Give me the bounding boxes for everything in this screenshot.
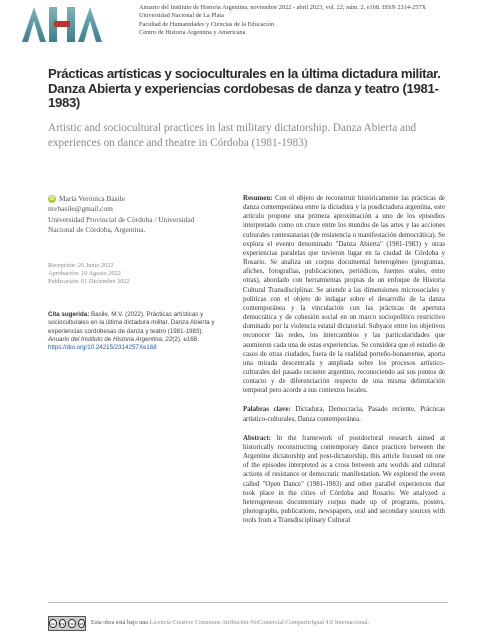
journal-citation-line: Anuario del Instituto de Historia Argentina, noviembre 2022 - abril 2023, vol. 22, núm. 2, e168. ISSN 2314-257X (139, 4, 427, 11)
abstract-en-label: Abstract: (243, 434, 271, 442)
nc-icon: nc (69, 621, 74, 626)
citation-journal: Anuario del Instituto de Historia Argentina (48, 335, 162, 343)
keywords-es (243, 405, 445, 423)
license-link[interactable]: Licencia Creative Commons Atribución-NoComercial-CompartirIgual 4.0 Internacional. (149, 619, 370, 626)
article-title-en: Artistic and sociocultural practices in last military dictatorship. Danza Abierta and experiences on dance and theatre in Córdoba (1981-1983) (48, 122, 417, 149)
abstract-es (243, 194, 445, 395)
abstract-en-text: In the framework of postdoctoral research aimed at historically reconstructing contemporary dance practices between the Argentine dictatorship and post-dictatorship, this article focused on one of the episodes interpreted as a cross between arts worlds and cultural actions of resistance or democratic manifestation. We explored the event called "Open Dance" (1981-1983) and other parallel experiences that took place in the cities of Córdoba and Rosario. We analyzed a heterogeneous documentary corpus made up of programs, posters, photographs, publications, newspapers, oral and secondary sources with tools from a Transdisciplinary Cultural (243, 434, 445, 525)
journal-logo (20, 5, 106, 43)
citation-label: Cita sugerida: (48, 311, 90, 318)
article-title-es: Prácticas artísticas y socioculturales en la última dictadura militar. Danza Abierta y experiencias cordobesas de danza y teatro (1981-1983) (48, 66, 441, 110)
abstracts-column (243, 194, 445, 525)
citation-volume: 22 (165, 335, 173, 343)
sa-icon: sa (79, 621, 84, 626)
abstract-en (243, 434, 445, 526)
journal-info (139, 4, 474, 37)
abstract-es-text: Con el objeto de reconstruir históricamente las prácticas de danza contemporánea entre la dictadura y la posdictadura argentina, este artículo propone una primera aproximación a uno de los episodios interpretado como un cruce entre los mundos de las artes y las acciones culturales contestatarias (de resistencia o manifestación democrática). Se explora el evento denominado "Danza Abierta" (1981-1983) y otras experiencias paralelas que tuvieron lugar en la ciudad de Córdoba y Rosario. Se analiza un corpus documental heterogéneo (programas, afiches, fotografías, publicaciones, periódicos, fuentes orales, entre otras), abordado con herramientas propias de un enfoque de Historia Cultural Transdisciplinar. Se atiende a las dimensiones microsociales y políticas con el objeto de indagar sobre el desarrollo de la danza contemporánea y la vinculación con las prácticas de apertura democrática y de cohesión social en un marco sociopolítico restrictivo dominado por la violencia estatal dictatorial. Subyace entre los objetivos reconocer las redes, los intercambios y las particularidades que asumieron cada una de estas experiencias. Se considera que el estudio de casos de otras ciudades, fuera de la realidad porteño-bonaerense, aporta una mirada descentrada y ampliada sobre los procesos artístico-culturales del pasado reciente argentino, reconociendo así sus puntos de contacto y de diferenciación respecto de una misma delimitación temporal pero acorde a sus contextos locales. (243, 195, 445, 395)
article-dates (48, 262, 218, 287)
by-icon: by (60, 621, 65, 626)
citation-text: Basile, M.V. (2022). Prácticas artísticas y socioculturales en la última dictadura militar. Danza Abierta y experiencias cordobesas de danza y teatro (1981-1983). (48, 311, 215, 335)
suggested-citation: Cita sugerida: Basile, M.V. (2022). Prácticas artísticas y socioculturales en la última dictadura militar. Danza Abierta y experiencias cordobesas de danza y teatro (1981-1983). Anuario del Instituto de Historia Argentina, 22(2), e168. https://doi.org/10.24215/2314257Xe168 (48, 311, 215, 352)
orcid-icon[interactable]: iD (49, 196, 55, 203)
footer-divider (48, 602, 448, 603)
faculty-name: Facultad de Humanidades y Ciencias de la Educación (139, 20, 275, 28)
author-affiliation: Universidad Provincial de Córdoba / Universidad Nacional de Córdoba, Argentina. (48, 214, 195, 234)
keywords-es-label: Palabras clave: (243, 406, 291, 414)
license-text (91, 619, 451, 627)
author-block (48, 194, 218, 235)
date-published: Publicación: 01 Diciembre 2022 (48, 278, 130, 286)
citation-issue: (2), e168. (172, 335, 199, 343)
author-email[interactable]: mvbasile@gmail.com (48, 204, 113, 214)
center-name: Centro de Historia Argentina y Americana (139, 28, 246, 36)
keywords-es-text: Dictadura, Democracia, Pasado reciente, Prácticas artístico-culturales, Danza contemporánea. (243, 406, 445, 423)
abstract-es-label: Resumen: (243, 195, 273, 202)
date-received: Recepción: 26 Junio 2022 (48, 262, 114, 269)
cc-license-badge[interactable] (48, 616, 86, 631)
citation-doi-link[interactable]: https://doi.org/10.24215/2314257Xe168 (48, 344, 157, 352)
date-approved: Aprobación: 10 Agosto 2022 (48, 270, 121, 278)
author-name: María Verónica Basile (59, 194, 125, 203)
cc-icon: cc (50, 621, 55, 626)
license-prefix: Esta obra está bajo una (91, 619, 149, 626)
university-name: Universidad Nacional de La Plata (139, 12, 224, 20)
